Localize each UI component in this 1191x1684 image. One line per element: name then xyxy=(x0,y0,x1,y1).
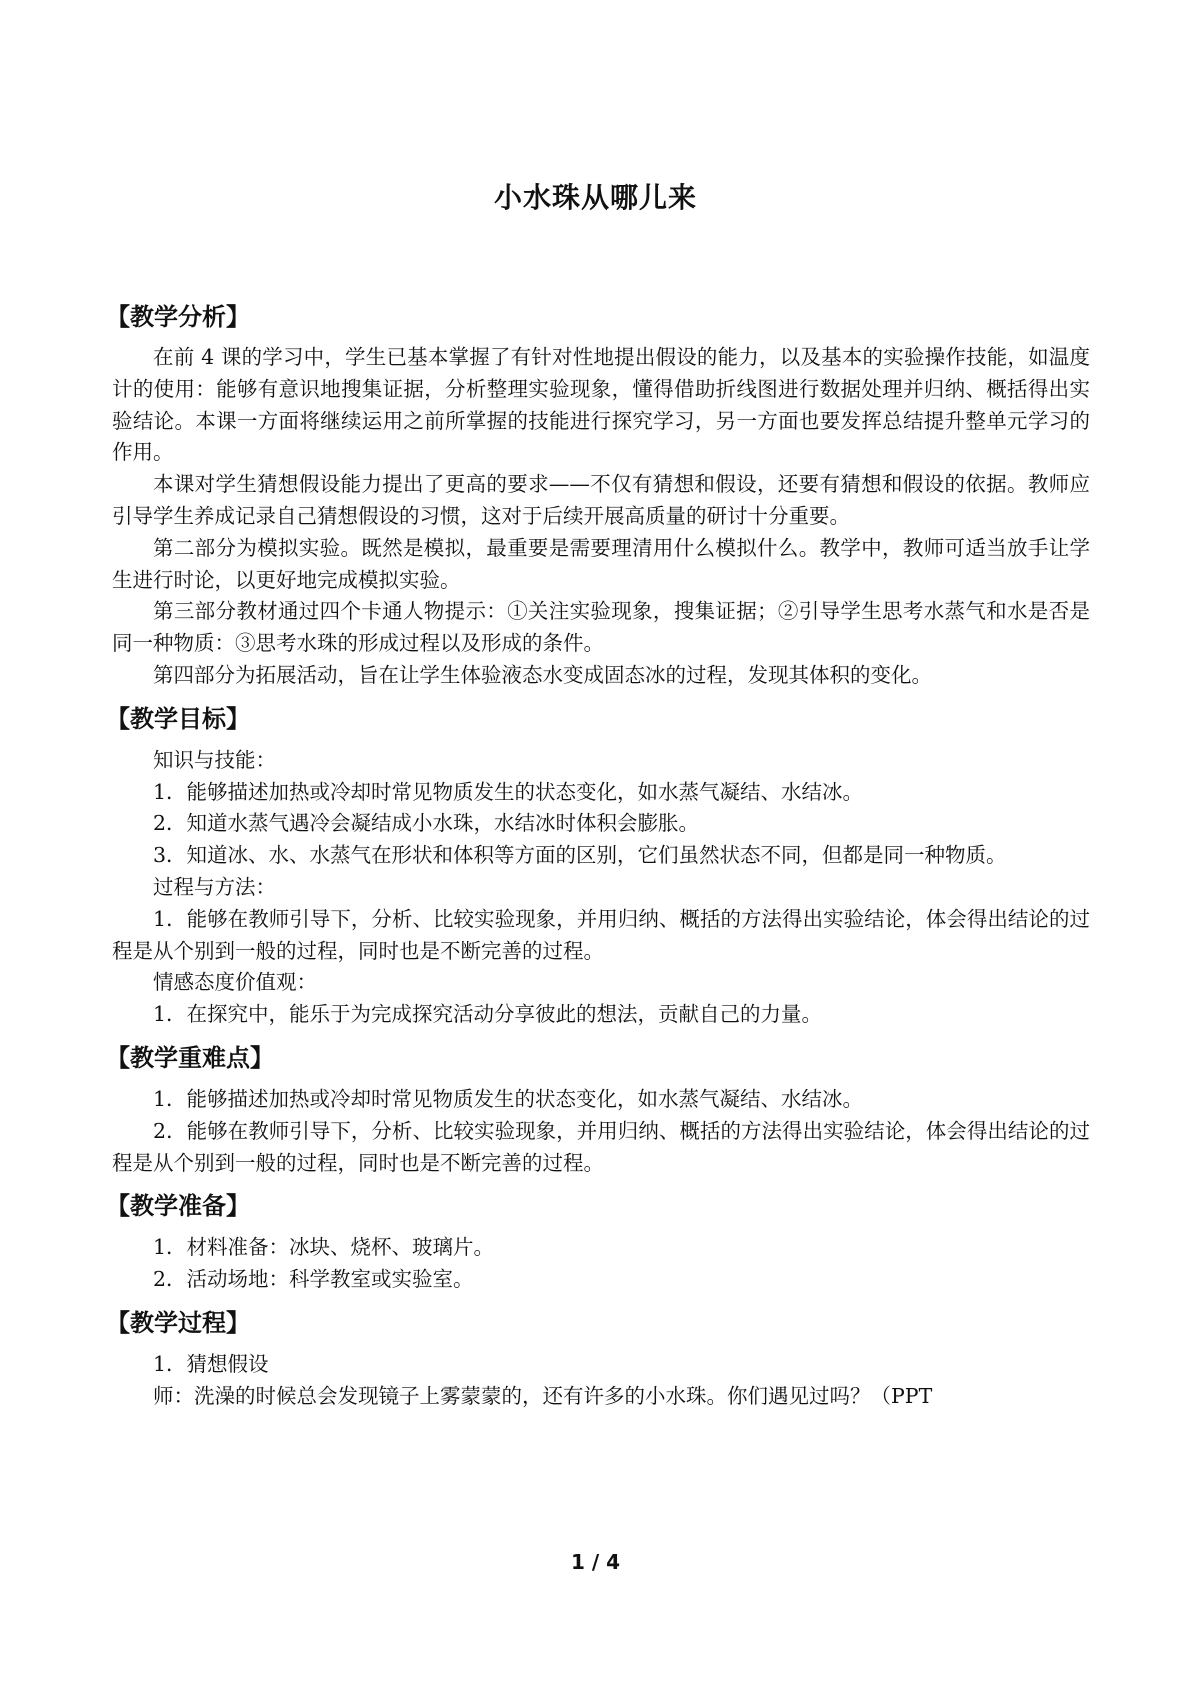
page-number: 1 / 4 xyxy=(570,1550,621,1574)
subheading-process-method: 过程与方法： xyxy=(153,874,276,899)
paragraph: 第三部分教材通过四个卡通人物提示：①关注实验现象，搜集证据；②引导学生思考水蒸气和水是否是同一种物质：③思考水珠的形成过程以及形成的条件。 xyxy=(112,599,1090,656)
list-item: 1．猜想假设 xyxy=(153,1351,269,1376)
paragraph: 第四部分为拓展活动，旨在让学生体验液态水变成固态冰的过程，发现其体积的变化。 xyxy=(153,662,932,687)
list-item: 2．知道水蒸气遇冷会凝结成小水珠，水结冰时体积会膨胀。 xyxy=(153,811,700,836)
subheading-knowledge: 知识与技能： xyxy=(153,747,276,772)
paragraph: 师：洗澡的时候总会发现镜子上雾蒙蒙的，还有许多的小水珠。你们遇见过吗？（PPT xyxy=(153,1383,933,1408)
list-item: 2．活动场地：科学教室或实验室。 xyxy=(153,1267,474,1292)
section-heading-key-points: 【教学重难点】 xyxy=(106,1043,274,1072)
section-heading-goals: 【教学目标】 xyxy=(106,704,250,733)
list-item: 1．材料准备：冰块、烧杯、玻璃片。 xyxy=(153,1235,495,1260)
section-heading-preparation: 【教学准备】 xyxy=(106,1192,250,1221)
list-item: 2．能够在教师引导下，分析、比较实验现象，并用归纳、概括的方法得出实验结论，体会得出结论的过程是从个别到一般的过程，同时也是不断完善的过程。 xyxy=(112,1118,1090,1175)
document-title: 小水珠从哪儿来 xyxy=(493,181,697,214)
section-heading-analysis: 【教学分析】 xyxy=(106,303,250,331)
paragraph: 第二部分为模拟实验。既然是模拟，最重要是需要理清用什么模拟什么。教学中，教师可适当放手让学生进行时论，以更好地完成模拟实验。 xyxy=(112,535,1090,592)
list-item: 1．能够描述加热或冷却时常见物质发生的状态变化，如水蒸气凝结、水结冰。 xyxy=(153,779,864,804)
list-item: 3．知道冰、水、水蒸气在形状和体积等方面的区别，它们虽然状态不同，但都是同一种物质。 xyxy=(153,843,1007,868)
list-item: 1．能够描述加热或冷却时常见物质发生的状态变化，如水蒸气凝结、水结冰。 xyxy=(153,1086,864,1111)
document-body xyxy=(106,300,1090,1413)
list-item: 1．能够在教师引导下，分析、比较实验现象，并用归纳、概括的方法得出实验结论，体会得出结论的过程是从个别到一般的过程，同时也是不断完善的过程。 xyxy=(112,906,1090,963)
section-heading-process: 【教学过程】 xyxy=(106,1308,250,1337)
paragraph: 在前 4 课的学习中，学生已基本掌握了有针对性地提出假设的能力，以及基本的实验操作技能，如温度计的使用：能够有意识地搜集证据，分析整理实验现象，懂得借助折线图进行数据处理并归纳、概括得出实验结论。本课一方面将继续运用之前所掌握的技能进行探究学习，另一方面也要发挥总结提升整单元学习的作用。 xyxy=(112,345,1090,465)
paragraph: 本课对学生猜想假设能力提出了更高的要求——不仅有猜想和假设，还要有猜想和假设的依据。教师应引导学生养成记录自己猜想假设的习惯，这对于后续开展高质量的研讨十分重要。 xyxy=(112,472,1090,528)
subheading-attitude: 情感态度价值观： xyxy=(153,970,317,995)
list-item: 1．在探究中，能乐于为完成探究活动分享彼此的想法，贡献自己的力量。 xyxy=(153,1002,823,1027)
